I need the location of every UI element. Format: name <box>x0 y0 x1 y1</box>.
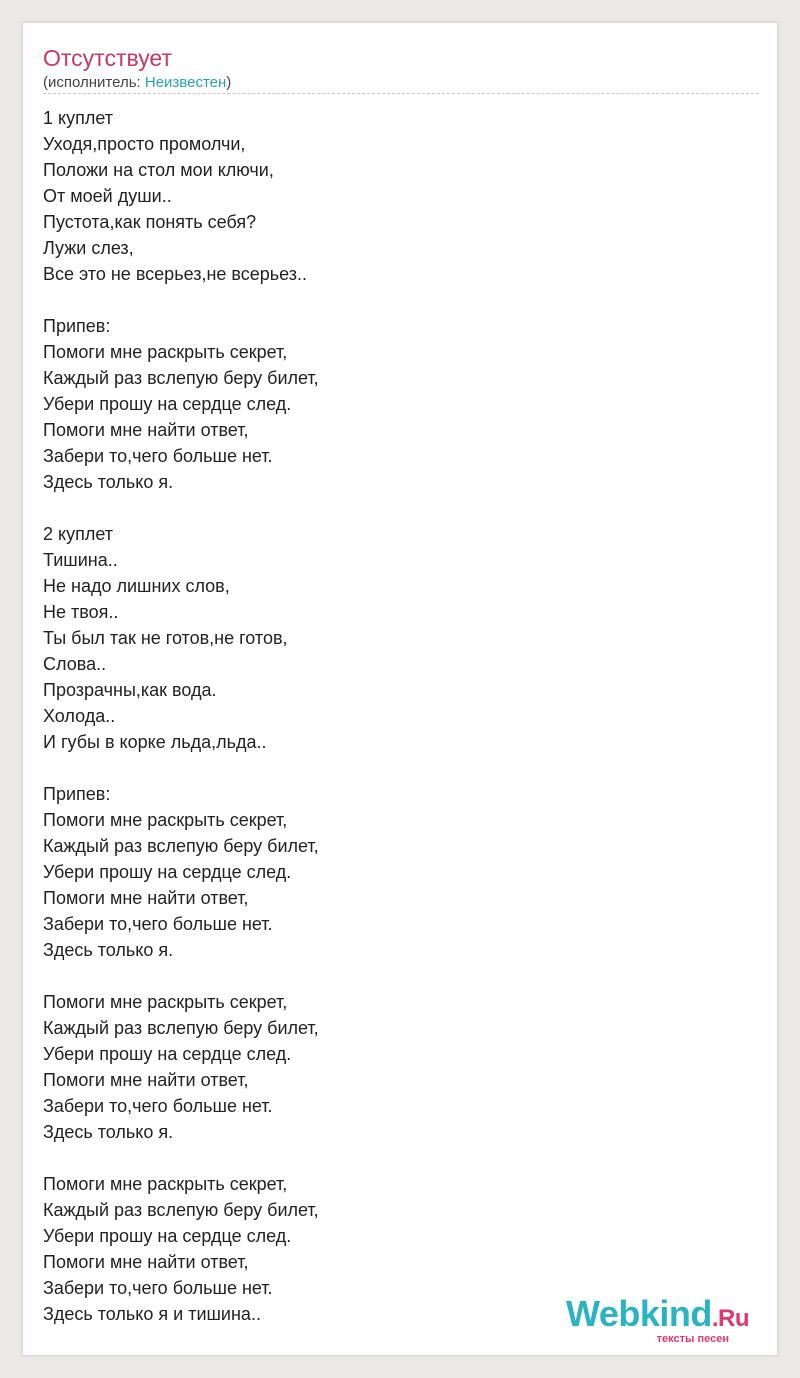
lyric-line: Помоги мне раскрыть секрет, <box>43 1174 288 1194</box>
lyric-line: Каждый раз вслепую беру билет, <box>43 368 319 388</box>
webkind-logo[interactable] <box>566 1295 749 1345</box>
lyric-line: Все это не всерьез,не всерьез.. <box>43 264 308 284</box>
lyric-line: Не надо лишних слов, <box>43 576 230 596</box>
lyric-blank-line <box>43 1145 319 1171</box>
lyric-blank-line <box>43 963 319 989</box>
performer-suffix: ) <box>226 74 232 91</box>
lyric-line: Помоги мне раскрыть секрет, <box>43 992 288 1012</box>
lyric-line: Убери прошу на сердце след. <box>43 1226 292 1246</box>
lyric-line: Лужи слез, <box>43 238 134 258</box>
lyric-line: Прозрачны,как вода. <box>43 680 217 700</box>
performer-link[interactable]: Неизвестен <box>144 74 227 91</box>
lyric-line: Забери то,чего больше нет. <box>43 1096 273 1116</box>
lyric-line: Здесь только я. <box>43 940 174 960</box>
logo-tagline: тексты песен <box>656 1333 729 1345</box>
performer-prefix: (исполнитель: <box>43 74 145 91</box>
lyric-line: Забери то,чего больше нет. <box>43 1278 273 1298</box>
title-divider <box>43 93 759 94</box>
lyric-blank-line <box>43 495 319 521</box>
lyric-line: Каждый раз вслепую беру билет, <box>43 1200 319 1220</box>
lyric-line: Каждый раз вслепую беру билет, <box>43 1018 319 1038</box>
lyric-line: Помоги мне раскрыть секрет, <box>43 810 288 830</box>
lyric-line: Помоги мне найти ответ, <box>43 1070 249 1090</box>
lyric-line: Помоги мне раскрыть секрет, <box>43 342 288 362</box>
lyric-line: Слова.. <box>43 654 107 674</box>
lyric-line: Здесь только я. <box>43 1122 174 1142</box>
lyric-line: Положи на стол мои ключи, <box>43 160 274 180</box>
performer-line <box>43 73 231 93</box>
lyric-line: Забери то,чего больше нет. <box>43 914 273 934</box>
lyric-line: Помоги мне найти ответ, <box>43 1252 249 1272</box>
lyric-line: Помоги мне найти ответ, <box>43 420 249 440</box>
lyric-line: Убери прошу на сердце след. <box>43 862 292 882</box>
logo-tld: .Ru <box>711 1305 749 1332</box>
lyric-line: Пустота,как понять себя? <box>43 212 257 232</box>
lyric-line: 1 куплет <box>43 108 113 128</box>
lyric-line: Ты был так не готов,не готов, <box>43 628 288 648</box>
lyric-line: Каждый раз вслепую беру билет, <box>43 836 319 856</box>
lyric-line: Не твоя.. <box>43 602 119 622</box>
lyric-line: Убери прошу на сердце след. <box>43 1044 292 1064</box>
lyrics-card <box>22 22 778 1356</box>
lyric-line: Припев: <box>43 784 111 804</box>
lyric-blank-line <box>43 287 319 313</box>
lyric-line: Здесь только я и тишина.. <box>43 1304 261 1324</box>
lyric-line: 2 куплет <box>43 524 113 544</box>
lyric-line: Уходя,просто промолчи, <box>43 134 246 154</box>
lyric-line: Припев: <box>43 316 111 336</box>
lyric-line: Холода.. <box>43 706 116 726</box>
lyric-line: От моей души.. <box>43 186 172 206</box>
logo-wordmark <box>566 1295 749 1338</box>
lyric-blank-line <box>43 755 319 781</box>
lyric-line: И губы в корке льда,льда.. <box>43 732 267 752</box>
lyrics-text <box>43 105 319 1327</box>
lyric-line: Здесь только я. <box>43 472 174 492</box>
logo-brand: Webkind <box>565 1293 712 1334</box>
lyric-line: Помоги мне найти ответ, <box>43 888 249 908</box>
lyric-line: Тишина.. <box>43 550 118 570</box>
lyric-line: Забери то,чего больше нет. <box>43 446 273 466</box>
song-title: Отсутствует <box>43 45 172 71</box>
lyric-line: Убери прошу на сердце след. <box>43 394 292 414</box>
